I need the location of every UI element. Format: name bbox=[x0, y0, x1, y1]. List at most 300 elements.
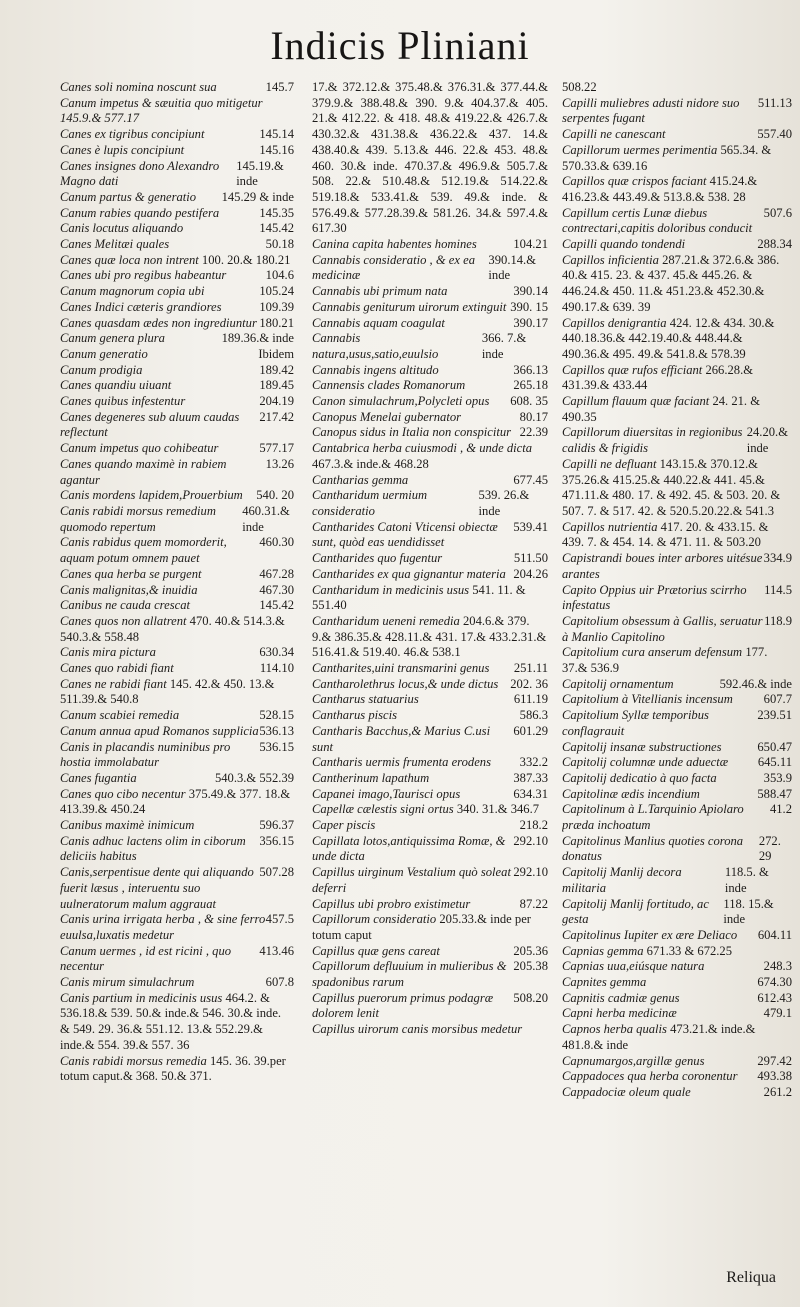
index-entry bbox=[562, 253, 792, 316]
entry-reference: 541. 11. & 551.40 bbox=[312, 582, 526, 613]
entry-reference: 287.21.& 372.6.& 386. 40.& 415. 23. & 437. 45.& 445.26. & 446.24.& 450. 11.& 451.23.& 452.30.& 490.17.& 639. 39 bbox=[562, 252, 780, 314]
entry-term: Capnitis cadmiæ genus bbox=[562, 990, 680, 1005]
index-entry bbox=[312, 692, 548, 708]
index-entry bbox=[60, 771, 294, 787]
entry-reference: 540.3.& 552.39 bbox=[214, 770, 294, 785]
entry-term: Canis rabidi morsus remedia bbox=[60, 1053, 210, 1068]
index-entry bbox=[562, 692, 792, 708]
index-entry bbox=[312, 959, 548, 990]
entry-reference: 217.42 bbox=[259, 409, 294, 424]
entry-term: Canis mordens lapidem,Prouerbium bbox=[60, 488, 243, 503]
entry-term: Capillus uirginum Vestalium quò soleat deferri bbox=[312, 865, 511, 895]
entry-reference: 457.5 bbox=[265, 912, 294, 927]
index-entry bbox=[312, 331, 548, 362]
index-entry bbox=[60, 284, 294, 300]
entry-reference: 467.28 bbox=[259, 566, 294, 581]
entry-reference: 205.38 bbox=[513, 959, 548, 974]
entry-term: Canum uermes , id est ricini , quo necentur bbox=[60, 943, 232, 974]
entry-reference: 390.14.& inde bbox=[488, 252, 536, 283]
index-entry bbox=[60, 347, 294, 363]
entry-term: Capitolium cura anserum defensum bbox=[562, 645, 746, 660]
index-entry bbox=[60, 457, 294, 488]
index-entry bbox=[312, 473, 548, 489]
entry-reference: 565.34. & 570.33.& 639.16 bbox=[562, 142, 772, 173]
index-entry bbox=[562, 1069, 792, 1085]
index-entry bbox=[562, 363, 792, 394]
index-entry bbox=[312, 520, 548, 551]
index-column-3 bbox=[562, 80, 792, 1267]
entry-term: Canum rabies quando pestifera bbox=[60, 205, 220, 220]
entry-reference: 634.31 bbox=[513, 786, 548, 801]
index-entry bbox=[60, 96, 294, 127]
index-entry bbox=[312, 378, 548, 394]
entry-term: Capillus uirorum canis morsibus medetur bbox=[312, 1022, 523, 1037]
index-entry bbox=[60, 583, 294, 599]
entry-reference: 332.2 bbox=[519, 755, 548, 770]
entry-term: Capitolium Syllæ temporibus conflagrauit bbox=[562, 708, 709, 738]
index-entry bbox=[312, 441, 548, 472]
entry-reference: 674.30 bbox=[757, 975, 792, 990]
entry-reference: 479.1 bbox=[763, 1006, 792, 1021]
entry-term: Cantharus statuarius bbox=[312, 692, 419, 707]
entry-reference: 511.50 bbox=[513, 551, 548, 566]
entry-reference: 218.2 bbox=[519, 818, 548, 833]
entry-reference: 356.15 bbox=[259, 833, 294, 848]
entry-reference: 272. 29 bbox=[758, 833, 781, 864]
entry-reference: 104.6 bbox=[265, 268, 294, 283]
index-entry bbox=[60, 912, 294, 943]
index-entry bbox=[312, 614, 548, 661]
entry-term: Capitolij Manlij fortitudo, ac gesta bbox=[562, 896, 709, 927]
index-entry bbox=[60, 708, 294, 724]
entry-term: Canes quandiu uiuant bbox=[60, 378, 172, 393]
entry-term: Canes ex tigribus concipiunt bbox=[60, 127, 205, 142]
entry-term: Capillos denigrantia bbox=[562, 315, 670, 330]
index-entry bbox=[60, 300, 294, 316]
entry-term: Canum prodigia bbox=[60, 362, 143, 377]
entry-reference: 366.13 bbox=[513, 362, 548, 377]
index-entry bbox=[60, 159, 294, 190]
index-entry bbox=[562, 897, 792, 928]
entry-term: Canum magnorum copia ubi bbox=[60, 284, 205, 299]
entry-reference: 251.11 bbox=[513, 661, 548, 676]
entry-term: Cappadociæ oleum quale bbox=[562, 1085, 691, 1099]
index-entry bbox=[60, 378, 294, 394]
entry-term: Cantharidum uermium consideratio bbox=[312, 488, 428, 518]
entry-reference: 577.17 bbox=[259, 441, 294, 456]
entry-reference: 189.36.& inde bbox=[221, 331, 294, 346]
entry-term: Capillos nutrientia bbox=[562, 519, 661, 534]
entry-term: Capnias uua,eiúsque natura bbox=[562, 959, 705, 974]
entry-term: Capnos herba qualis bbox=[562, 1022, 671, 1037]
entry-reference: 511.13 bbox=[757, 95, 792, 110]
entry-term: Capitolij ornamentum bbox=[562, 676, 674, 691]
entry-term: Cantharides quo fugentur bbox=[312, 551, 443, 566]
entry-term: Capitolij insanæ substructiones bbox=[562, 739, 722, 754]
index-entry bbox=[60, 504, 294, 535]
index-entry bbox=[60, 190, 294, 206]
index-entry bbox=[562, 1085, 792, 1101]
entry-reference: 118. 15.& inde bbox=[723, 896, 774, 927]
entry-term: Capnias gemma bbox=[562, 943, 647, 958]
index-entry bbox=[60, 865, 294, 912]
index-entry bbox=[312, 677, 548, 693]
entry-reference: 202. 36 bbox=[510, 676, 548, 691]
entry-reference: 467.30 bbox=[259, 582, 294, 597]
entry-reference: 390.17 bbox=[513, 315, 548, 330]
entry-reference: 114.10 bbox=[259, 661, 294, 676]
entry-reference: 292.10 bbox=[513, 865, 548, 880]
index-entry bbox=[60, 567, 294, 583]
entry-reference: 417. 20. & 433.15. & 439. 7. & 454. 14. & 471. 11. & 503.20 bbox=[562, 519, 769, 550]
catchword: Reliqua bbox=[726, 1269, 776, 1286]
entry-reference: 50.18 bbox=[265, 237, 294, 252]
index-entry bbox=[60, 614, 294, 645]
entry-term: Canis urina irrigata herba , & sine ferro euulsa,luxatis medetur bbox=[60, 912, 266, 942]
entry-reference: 588.47 bbox=[757, 786, 792, 801]
entry-term: Capillorum diuersitas in regionibus calidis & frigidis bbox=[562, 425, 743, 456]
entry-term: Canum impetus & sæuitia quo mitigetur 145.9.& 577.17 bbox=[60, 95, 263, 126]
entry-term: Cannabis aquam coagulat bbox=[312, 315, 445, 330]
entry-reference: 205.36 bbox=[513, 943, 548, 958]
entry-term: Canis partium in medicinis usus bbox=[60, 990, 226, 1005]
index-entry bbox=[562, 394, 792, 425]
entry-term: Capillos quæ rufos efficiant bbox=[562, 362, 706, 377]
entry-reference: 204.26 bbox=[513, 566, 548, 581]
entry-reference: 118.9 bbox=[764, 613, 792, 628]
entry-reference: 13.26 bbox=[265, 456, 294, 471]
index-entry bbox=[60, 1054, 294, 1085]
entry-reference: 470. 40.& 514.3.& 540.3.& 558.48 bbox=[60, 613, 285, 644]
entry-term: Canes ubi pro regibus habeantur bbox=[60, 268, 227, 283]
index-entry bbox=[562, 865, 792, 896]
entry-reference: 145.14 bbox=[259, 127, 294, 142]
index-entry bbox=[60, 975, 294, 991]
index-entry bbox=[60, 645, 294, 661]
entry-reference: 145. 42.& 450. 13.& 511.39.& 540.8 bbox=[60, 676, 275, 707]
index-entry bbox=[60, 253, 294, 269]
entry-term: Capellæ cælestis signi ortus bbox=[312, 802, 457, 817]
index-entry bbox=[60, 598, 294, 614]
index-entry bbox=[60, 80, 294, 96]
index-entry bbox=[312, 865, 548, 896]
entry-term: Canes è lupis concipiunt bbox=[60, 142, 185, 157]
entry-term: Cantharis uermis frumenta erodens bbox=[312, 755, 491, 770]
index-entry bbox=[562, 755, 792, 771]
entry-term: Capitolij columnæ unde aduectæ bbox=[562, 755, 729, 770]
index-entry bbox=[312, 1022, 548, 1038]
entry-term: Canis malignitas,& inuidia bbox=[60, 582, 198, 597]
index-entry bbox=[562, 708, 792, 739]
entry-term: Cantharites,uini transmarini genus bbox=[312, 661, 490, 676]
entry-reference: 24.20.& inde bbox=[746, 425, 788, 456]
index-entry bbox=[312, 787, 548, 803]
entry-reference: 557.40 bbox=[757, 127, 792, 142]
index-entry bbox=[562, 143, 792, 174]
entry-term: Capni herba medicinæ bbox=[562, 1006, 677, 1021]
entry-term: Capitolium obsessum à Gallis, seruatur à Manlio Capitolino bbox=[562, 613, 763, 644]
entry-reference: 592.46.& inde bbox=[719, 676, 792, 691]
index-entry bbox=[562, 959, 792, 975]
index-entry bbox=[562, 944, 792, 960]
index-entry bbox=[562, 991, 792, 1007]
entry-term: Capillos quæ crispos faciant bbox=[562, 174, 710, 189]
entry-reference: 239.51 bbox=[757, 708, 792, 723]
entry-reference: 507.6 bbox=[763, 205, 792, 220]
index-entry bbox=[60, 944, 294, 975]
entry-reference: 105.24 bbox=[259, 284, 294, 299]
entry-reference: 528.15 bbox=[259, 708, 294, 723]
index-entry bbox=[562, 80, 792, 96]
index-entry bbox=[312, 834, 548, 865]
index-entry bbox=[312, 802, 548, 818]
entry-reference: 645.11 bbox=[757, 755, 792, 770]
entry-reference: 586.3 bbox=[519, 708, 548, 723]
entry-reference: 460.31.& inde bbox=[242, 503, 290, 534]
entry-term: Capillata lotos,antiquissima Romæ, & unde dicta bbox=[312, 833, 506, 864]
index-entry bbox=[312, 80, 548, 237]
entry-reference: 507.28 bbox=[259, 865, 294, 880]
index-entry bbox=[562, 1006, 792, 1022]
index-entry bbox=[312, 363, 548, 379]
entry-term: Canis in placandis numinibus pro hostia immolabatur bbox=[60, 739, 231, 770]
index-entry bbox=[312, 897, 548, 913]
entry-term: Capillum flauum quæ faciant bbox=[562, 394, 713, 409]
entry-reference: 266.28.& 431.39.& 433.44 bbox=[562, 362, 754, 393]
index-entry bbox=[562, 771, 792, 787]
entry-term: Canibus maximè inimicum bbox=[60, 818, 195, 833]
entry-term: Cantharus piscis bbox=[312, 708, 398, 723]
entry-reference: 540. 20 bbox=[256, 488, 294, 503]
entry-term: Canes quos non allatrent bbox=[60, 613, 190, 628]
entry-term: Canis mira pictura bbox=[60, 645, 156, 660]
index-entry bbox=[60, 677, 294, 708]
index-entry bbox=[312, 661, 548, 677]
entry-reference: 611.19 bbox=[513, 692, 548, 707]
entry-reference: 100. 20.& 180.21 bbox=[201, 252, 291, 267]
entry-term: Canes quo rabidi fiant bbox=[60, 661, 174, 676]
entry-reference: 41.2 bbox=[769, 802, 792, 817]
index-entry bbox=[562, 928, 792, 944]
entry-term: Cantherinum lapathum bbox=[312, 770, 430, 785]
index-entry bbox=[60, 237, 294, 253]
entry-reference: 375.49.& 377. 18.& 413.39.& 450.24 bbox=[60, 786, 291, 817]
entry-reference: 413.46 bbox=[259, 943, 294, 958]
index-entry bbox=[312, 912, 548, 943]
index-entry bbox=[312, 316, 548, 332]
entry-term: Capilli muliebres adusti nidore suo serpentes fugant bbox=[562, 95, 740, 126]
index-entry bbox=[60, 221, 294, 237]
entry-reference: 22.39 bbox=[519, 425, 548, 440]
entry-term: Cantharides Catoni Vticensi obiectæ sunt, quòd eas uendidisset bbox=[312, 519, 498, 550]
index-entry bbox=[60, 441, 294, 457]
entry-reference: 601.29 bbox=[513, 723, 548, 738]
entry-reference: 473.21.& inde.& 481.8.& inde bbox=[562, 1022, 756, 1052]
index-entry bbox=[562, 583, 792, 614]
entry-reference: 189.45 bbox=[259, 378, 294, 393]
entry-term: Canopus Menelai gubernator bbox=[312, 409, 462, 424]
entry-term: Cantabrica herba cuiusmodi , & unde dicta bbox=[312, 441, 533, 456]
entry-term: Capistrandi boues inter arbores uitésue arantes bbox=[562, 551, 763, 581]
entry-reference: 424. 12.& 434. 30.& 440.18.36.& 442.19.40.& 448.44.& 490.36.& 495. 49.& 541.8.& 578.39 bbox=[562, 315, 775, 361]
index-entry bbox=[60, 488, 294, 504]
entry-reference: 288.34 bbox=[757, 237, 792, 252]
index-entry bbox=[562, 975, 792, 991]
index-entry bbox=[60, 410, 294, 441]
entry-reference: 415.24.& 416.23.& 443.49.& 513.8.& 538. 28 bbox=[562, 174, 758, 204]
index-entry bbox=[312, 708, 548, 724]
entry-reference: 671.33 & 672.25 bbox=[646, 943, 733, 958]
entry-term: Capillorum uermes perimentia bbox=[562, 142, 721, 157]
entry-term: Capillos inficientia bbox=[562, 252, 663, 267]
entry-term: Cannabis ingens altitudo bbox=[312, 362, 439, 377]
entry-reference: 261.2 bbox=[763, 1085, 792, 1099]
entry-reference: 539. 26.& inde bbox=[478, 488, 530, 518]
entry-reference: 17.& 372.12.& 375.48.& 376.31.& 377.44.& 379.9.& 388.48.& 390. 9.& 404.37.& 405. 21.& 412.22. & 418. 48.& 419.22.& 426.7.& 430.32.& 431.38.& 436.22.& 437. 14.& 438.40.& 439. 5.13.& 446. 22.& 453. 48.& 460. 30.& inde. 470.37.& 496.9.& 505.7.& 508. 22.& 510.48.& 512.19.& 514.22.& 519.18.& 533.41.& 539. 49.& inde. & 576.49.& 577.28.39.& 581.26. 34.& 597.4.& 617.30 bbox=[312, 80, 548, 236]
entry-reference: 612.43 bbox=[757, 990, 792, 1005]
entry-term: Cantharis Bacchus,& Marius C.usi sunt bbox=[312, 723, 491, 754]
index-entry bbox=[562, 96, 792, 127]
entry-reference: 180.21 bbox=[259, 315, 294, 330]
entry-reference: 334.9 bbox=[763, 551, 792, 566]
index-entry bbox=[60, 331, 294, 347]
entry-reference: 366. 7.& inde bbox=[481, 331, 527, 361]
entry-reference: 145.16 bbox=[259, 142, 294, 157]
entry-reference: 177. 37.& 536.9 bbox=[562, 645, 768, 676]
index-entry bbox=[562, 206, 792, 237]
index-entry bbox=[60, 127, 294, 143]
index-entry bbox=[562, 645, 792, 676]
entry-term: Canes ne rabidi fiant bbox=[60, 676, 170, 691]
entry-term: Canon simulachrum,Polycleti opus bbox=[312, 394, 490, 409]
entry-reference: 204.6.& 379. 9.& 386.35.& 428.11.& 431. 17.& 433.2.31.& 516.41.& 519.40. 46.& 538.1 bbox=[312, 613, 547, 660]
index-entry bbox=[60, 268, 294, 284]
entry-term: Canes quæ loca non intrent bbox=[60, 252, 202, 267]
entry-term: Cannabis natura,usus,satio,euulsio bbox=[312, 331, 439, 361]
entry-reference: 390.14 bbox=[513, 284, 548, 299]
entry-reference: 460.30 bbox=[259, 535, 294, 550]
index-entry bbox=[562, 802, 792, 833]
index-column-1 bbox=[60, 80, 294, 1267]
entry-reference: 508.20 bbox=[513, 990, 548, 1005]
index-entry bbox=[60, 363, 294, 379]
entry-reference: 248.3 bbox=[763, 959, 792, 974]
entry-reference: 24. 21. & 490.35 bbox=[562, 394, 761, 424]
entry-term: Canes Melitæi quales bbox=[60, 237, 170, 252]
entry-reference: 677.45 bbox=[513, 472, 548, 487]
entry-term: Canes quasdam ædes non ingrediuntur bbox=[60, 315, 257, 330]
index-entry bbox=[312, 425, 548, 441]
entry-term: Canum scabiei remedia bbox=[60, 708, 180, 723]
entry-reference: 353.9 bbox=[763, 770, 792, 785]
entry-reference: 292.10 bbox=[513, 833, 548, 848]
index-entry bbox=[60, 535, 294, 566]
entry-reference: 607.8 bbox=[265, 975, 294, 990]
entry-term: Capilli quando tondendi bbox=[562, 237, 686, 252]
entry-reference: 204.19 bbox=[259, 394, 294, 409]
entry-term: Canopus sidus in Italia non conspicitur bbox=[312, 425, 512, 440]
entry-term: Cantharias gemma bbox=[312, 472, 409, 487]
entry-term: Canis,serpentisue dente qui aliquando fuerit læsus , interuentu suo uulneratorum malum aggrauat bbox=[60, 865, 254, 911]
entry-term: Capillus quæ gens careat bbox=[312, 943, 440, 958]
entry-term: Capilli ne defluant bbox=[562, 456, 660, 471]
index-entry bbox=[562, 174, 792, 205]
entry-term: Capitolij Manlij decora militaria bbox=[562, 865, 682, 895]
entry-term: Capitolinus Iupiter ex ære Deliaco bbox=[562, 927, 738, 942]
entry-reference: 114.5 bbox=[764, 582, 792, 597]
index-entry bbox=[312, 300, 548, 316]
entry-reference: Ibidem bbox=[258, 346, 294, 361]
entry-reference: 464.2. & 536.18.& 539. 50.& inde.& 546. 30.& inde. & 549. 29. 36.& 551.12. 13.& 552.29.& inde.& 554. 39.& 557. 36 bbox=[60, 990, 282, 1052]
entry-reference: 145.7 bbox=[265, 80, 294, 94]
entry-term: Canes fugantia bbox=[60, 770, 137, 785]
entry-reference: 608. 35 bbox=[510, 394, 548, 409]
entry-reference: 508.22 bbox=[562, 80, 597, 94]
entry-reference: 118.5. & inde bbox=[724, 865, 769, 895]
entry-reference: 145.19.& inde bbox=[236, 158, 284, 189]
entry-reference: 607.7 bbox=[763, 692, 792, 707]
page-title: Indicis Pliniani bbox=[270, 23, 530, 68]
index-entry bbox=[562, 787, 792, 803]
entry-term: Capitolium à Vitellianis incensum bbox=[562, 692, 733, 707]
entry-term: Capillorum consideratio bbox=[312, 912, 440, 927]
index-entry bbox=[60, 834, 294, 865]
index-entry bbox=[562, 457, 792, 520]
entry-term: Cantharolethrus locus,& unde dictus bbox=[312, 676, 499, 691]
index-entry bbox=[60, 991, 294, 1054]
index-entry bbox=[60, 787, 294, 818]
index-entry bbox=[312, 253, 548, 284]
entry-term: Capanei imago,Taurisci opus bbox=[312, 786, 461, 801]
index-entry bbox=[312, 488, 548, 519]
index-entry bbox=[562, 551, 792, 582]
index-entry bbox=[312, 818, 548, 834]
entry-reference: 145.42 bbox=[259, 221, 294, 236]
entry-term: Capillus ubi probro existimetur bbox=[312, 896, 471, 911]
index-entry bbox=[312, 567, 548, 583]
index-entry bbox=[562, 1054, 792, 1070]
entry-term: Canis mirum simulachrum bbox=[60, 975, 195, 990]
entry-reference: 297.42 bbox=[757, 1053, 792, 1068]
entry-term: Capitolinus Manlius quoties corona donatus bbox=[562, 833, 744, 864]
index-entry bbox=[60, 206, 294, 222]
entry-reference: 109.39 bbox=[259, 299, 294, 314]
index-entry bbox=[312, 755, 548, 771]
index-column-2 bbox=[312, 80, 548, 1267]
entry-term: Canis adhuc lactens olim in ciborum deliciis habitus bbox=[60, 833, 246, 864]
entry-reference: 539.41 bbox=[513, 519, 548, 534]
entry-term: Canibus ne cauda crescat bbox=[60, 598, 190, 613]
entry-term: Canes Indici cæteris grandiores bbox=[60, 299, 222, 314]
entry-reference: 340. 31.& 346.7 bbox=[456, 802, 540, 817]
entry-reference: 205.33.& inde per totum caput bbox=[312, 912, 531, 942]
entry-term: Canis rabidus quem momorderit, aquam potum omnem pauet bbox=[60, 535, 227, 566]
entry-term: Canum impetus quo cohibeatur bbox=[60, 441, 219, 456]
entry-term: Capitolinum à L.Tarquinio Apiolaro præda inchoatum bbox=[562, 802, 744, 833]
entry-term: Cannensis clades Romanorum bbox=[312, 378, 466, 393]
entry-reference: 87.22 bbox=[519, 896, 548, 911]
entry-term: Capillus puerorum primus podagræ dolorem lenit bbox=[312, 990, 494, 1021]
index-entry bbox=[312, 771, 548, 787]
index-entry bbox=[312, 394, 548, 410]
entry-term: Cannabis consideratio , & ex ea medicinæ bbox=[312, 252, 475, 283]
entry-reference: 143.15.& 370.12.& 375.26.& 415.25.& 440.22.& 441. 45.& 471.11.& 480. 17. & 492. 45. & 503. 20. & 507. 7. & 517. 42. & 520.5.20.22.& 541.3 bbox=[562, 456, 781, 518]
entry-term: Canis locutus aliquando bbox=[60, 221, 184, 236]
entry-term: Canum partus & generatio bbox=[60, 189, 197, 204]
index-entry bbox=[562, 425, 792, 456]
entry-reference: 604.11 bbox=[757, 927, 792, 942]
index-entry bbox=[60, 724, 294, 740]
